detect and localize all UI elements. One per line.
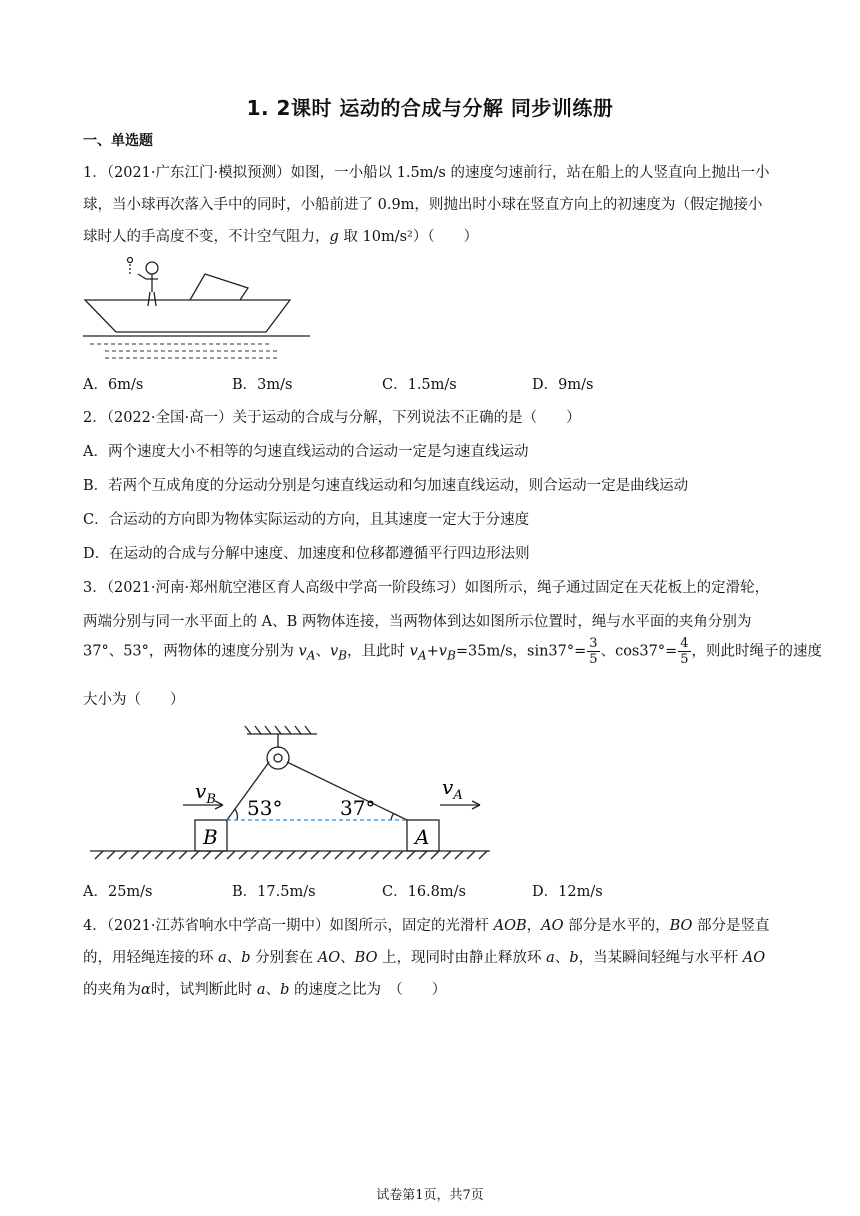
q3-line3: 37°、53°，两物体的速度分别为 $v_A$、$v_B$，且此时 $v_A+v_B=35m/s$，sin37°= $\frac{3}{5}$ 、cos37°= $\frac{4}{5}$ ，则此时绳子的速度: [83, 636, 823, 667]
vb-label: $v_B$: [195, 779, 216, 807]
q3-option-a[interactable]: A．25m/s: [83, 884, 153, 900]
pulley-figure: [85, 722, 495, 862]
q1-option-d[interactable]: D．9m/s: [532, 377, 594, 393]
q2-stem: 2．（2022·全国·高一）关于运动的合成与分解，下列说法不正确的是（ ）: [83, 410, 581, 426]
block-b-label: B: [203, 825, 218, 849]
q3-option-b[interactable]: B．17.5m/s: [232, 884, 316, 900]
section-heading: 一、单选题: [83, 133, 153, 149]
q4-line1: 4．（2021·江苏省响水中学高一期中）如图所示，固定的光滑杆 AOB，AO 部分是水平的，BO 部分是竖直: [83, 918, 770, 934]
page-title: 1. 2课时 运动的合成与分解 同步训练册: [246, 96, 614, 120]
q2-option-b[interactable]: B．若两个互成角度的分运动分别是匀速直线运动和匀加速直线运动，则合运动一定是曲线运动: [83, 478, 689, 494]
q1-line3: 球时人的手高度不变，不计空气阻力，g 取 10m/s²）（ ）: [83, 229, 479, 245]
q2-option-a[interactable]: A．两个速度大小不相等的匀速直线运动的合运动一定是匀速直线运动: [83, 444, 529, 460]
q2-option-d[interactable]: D．在运动的合成与分解中速度、加速度和位移都遵循平行四边形法则: [83, 546, 530, 562]
q3-option-c[interactable]: C．16.8m/s: [382, 884, 466, 900]
q1-option-c[interactable]: C．1.5m/s: [382, 377, 457, 393]
boat-figure: [80, 252, 320, 364]
q1-line1: 1．（2021·广东江门·模拟预测）如图，一小船以 1.5m/s 的速度匀速前行，站在船上的人竖直向上抛出一小: [83, 165, 770, 181]
q1-line2: 球，当小球再次落入手中的同时，小船前进了 0.9m，则抛出时小球在竖直方向上的初速度为（假定抛接小: [83, 197, 763, 213]
page-footer: 试卷第1页，共7页: [376, 1188, 484, 1203]
q1-option-b[interactable]: B．3m/s: [232, 377, 293, 393]
angle-37-label: 37°: [340, 796, 376, 820]
q3-line1: 3．（2021·河南·郑州航空港区育人高级中学高一阶段练习）如图所示，绳子通过固定在天花板上的定滑轮，: [83, 580, 770, 596]
q3-line4: 大小为（ ）: [83, 692, 185, 708]
va-label: $v_A$: [442, 775, 463, 803]
angle-53-label: 53°: [247, 796, 283, 820]
sin-fraction: $\frac{3}{5}$: [589, 636, 598, 667]
q1-option-a[interactable]: A．6m/s: [83, 377, 144, 393]
q2-option-c[interactable]: C．合运动的方向即为物体实际运动的方向，且其速度一定大于分速度: [83, 512, 530, 528]
block-a-label: A: [415, 825, 430, 849]
cos-fraction: $\frac{4}{5}$: [680, 636, 689, 667]
q4-line2: 的，用轻绳连接的环 a、b 分别套在 AO、BO 上，现同时由静止释放环 a、b，当某瞬间轻绳与水平杆 AO: [83, 950, 766, 966]
q4-line3: 的夹角为α时，试判断此时 a、b 的速度之比为 （ ）: [83, 982, 447, 998]
q3-option-d[interactable]: D．12m/s: [532, 884, 603, 900]
q3-line2: 两端分别与同一水平面上的 A、B 两物体连接，当两物体到达如图所示位置时，绳与水平面的夹角分别为: [83, 614, 752, 630]
